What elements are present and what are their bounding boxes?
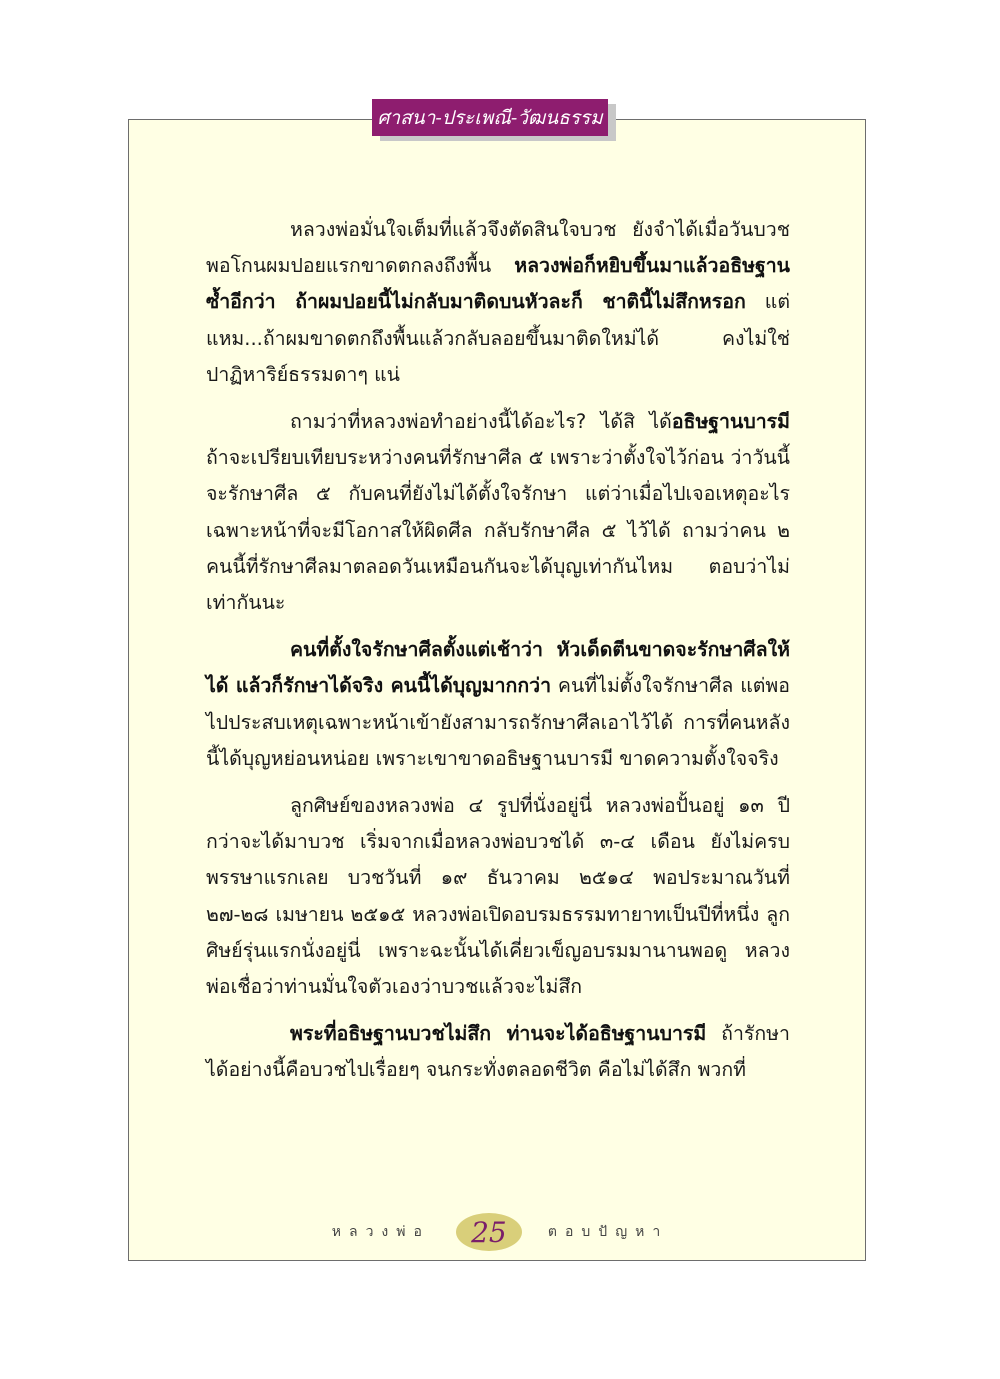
bold-text-run: พระที่อธิษฐานบวชไม่สึก ท่านจะได้อธิษฐานบารมี [290,1022,707,1046]
paragraph-2 [206,404,790,621]
text-run: ถ้ารักษาได้อย่างนี้คือบวชไปเรื่อยๆ จนกระทั่งตลอดชีวิต คือไม่ได้สึก พวกที่ [206,1022,790,1082]
bold-text-run: หลวงพ่อก็หยิบขึ้นมาแล้วอธิษฐานซ้ำอีกว่า ถ้าผมปอยนี้ไม่กลับมาติดบนหัวละก็ ชาตินี้ไม่สึกหรอก [206,254,790,314]
text-run: แต่แหม...ถ้าผมขาดตกถึงพื้นแล้วกลับลอยขึ้นมาติดใหม่ได้ คงไม่ใช่ปาฏิหาริย์ธรรมดาๆ แน่ [206,290,790,386]
text-run: ถ้าจะเปรียบเทียบระหว่างคนที่รักษาศีล ๕ เพราะว่าตั้งใจไว้ก่อน ว่าวันนี้จะรักษาศีล ๕ กับคนที่ยังไม่ได้ตั้งใจรักษา แต่ว่าเมื่อไปเจอเหตุอะไรเฉพาะหน้าที่จะมีโอกาสให้ผิดศีล กลับรักษาศีล ๕ ไว้ได้ ถามว่าคน ๒ คนนี้ที่รักษาศีลมาตลอดวันเหมือนกันจะได้บุญเท่ากันไหม ตอบว่าไม่เท่ากันนะ [206,446,790,615]
footer-book-title-left: หลวงพ่อ [331,1224,430,1240]
text-run: ถามว่าที่หลวงพ่อทำอย่างนี้ได้อะไร? ได้สิ ได้ [290,410,672,434]
bold-text-run: อธิษฐานบารมี [671,410,790,434]
page-number-badge [456,1213,522,1251]
text-run: คนที่ไม่ตั้งใจรักษาศีล แต่พอไปประสบเหตุเฉพาะหน้าเข้ายังสามารถรักษาศีลเอาไว้ได้ การที่คนหลังนี้ได้บุญหย่อนหน่อย เพราะเขาขาดอธิษฐานบารมี ขาดความตั้งใจจริง [206,674,790,770]
text-run: ลูกศิษย์ของหลวงพ่อ ๔ รูปที่นั่งอยู่นี่ หลวงพ่อปั้นอยู่ ๑๓ ปี กว่าจะได้มาบวช เริ่มจากเมื่อหลวงพ่อบวชได้ ๓-๔ เดือน ยังไม่ครบพรรษาแรกเลย บวชวันที่ ๑๙ ธันวาคม ๒๕๑๔ พอประมาณวันที่ ๒๗-๒๘ เมษายน ๒๕๑๕ หลวงพ่อเปิดอบรมธรรมทายาทเป็นปีที่หนึ่ง ลูกศิษย์รุ่นแรกนั่งอยู่นี่ เพราะฉะนั้นได้เคี่ยวเข็ญอบรมมานานพอดู หลวงพ่อเชื่อว่าท่านมั่นใจตัวเองว่าบวชแล้วจะไม่สึก [206,794,790,999]
text-run: หลวงพ่อมั่นใจเต็มที่แล้วจึงตัดสินใจบวช ยังจำได้เมื่อวันบวช พอโกนผมปอยแรกขาดตกลงถึงพื้น [206,218,790,278]
article-body [206,212,790,1100]
footer-book-title-right: ตอบปัญหา [547,1224,669,1240]
paragraph-4 [206,788,790,1005]
page-number: 25 [471,1215,507,1249]
paragraph-5 [206,1016,790,1088]
paragraph-1 [206,212,790,393]
paragraph-3 [206,632,790,777]
page-footer [0,1212,1000,1252]
section-tag: ศาสนา-ประเพณี-วัฒนธรรม [372,99,608,136]
bold-text-run: คนที่ตั้งใจรักษาศีลตั้งแต่เช้าว่า หัวเด็ดตีนขาดจะรักษาศีลให้ได้ แล้วก็รักษาได้จริง คนนี้ได้บุญมากกว่า [206,638,790,698]
